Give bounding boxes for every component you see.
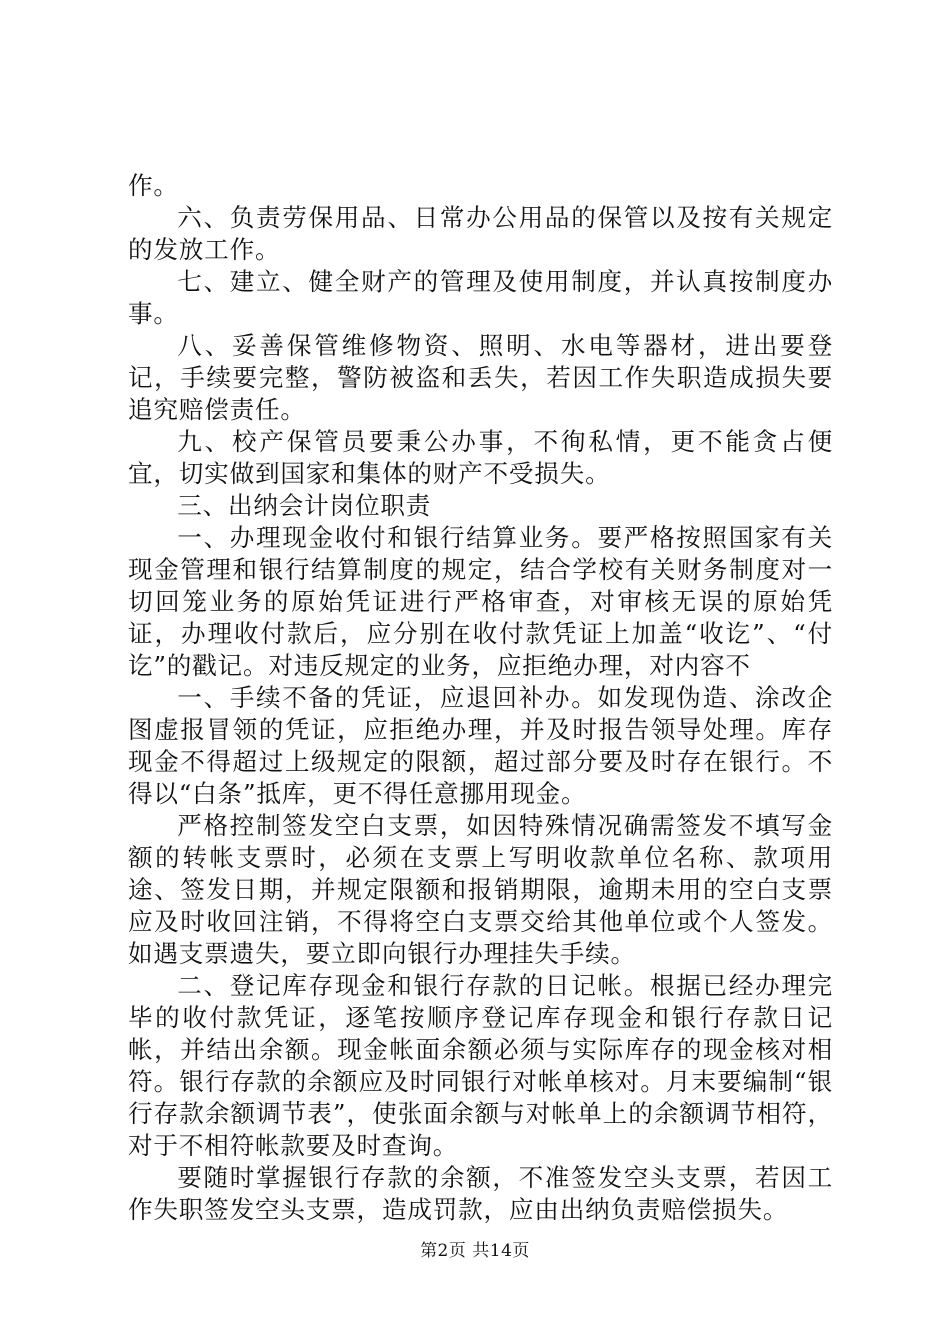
paragraph-item-7: 七、建立、健全财产的管理及使用制度，并认真按制度办事。	[128, 267, 833, 328]
paragraph-bank-balance: 要随时掌握银行存款的余额，不准签发空头支票，若因工作失职签发空头支票，造成罚款，应由出纳负责赔偿损失。	[128, 1163, 833, 1224]
paragraph-cashier-1: 一、办理现金收付和银行结算业务。要严格按照国家有关现金管理和银行结算制度的规定，结合学校有关财务制度对一切回笼业务的原始凭证进行严格审查，对审核无误的原始凭证，办理收付款后，应分别在收付款凭证上加盖“收讫”、“付讫”的戳记。对违反规定的业务，应拒绝办理，对内容不	[128, 523, 833, 680]
paragraph-cashier-1-cont: 一、手续不备的凭证，应退回补办。如发现伪造、涂改企图虚报冒领的凭证，应拒绝办理，并及时报告领导处理。库存现金不得超过上级规定的限额，超过部分要及时存在银行。不得以“白条”抵库，更不得任意挪用现金。	[128, 683, 833, 808]
page-footer: 第2页 共14页	[420, 1241, 530, 1261]
paragraph-item-9: 九、校产保管员要秉公办事，不徇私情，更不能贪占便宜，切实做到国家和集体的财产不受损失。	[128, 427, 833, 488]
document-body	[128, 170, 833, 1226]
paragraph-cashier-2: 二、登记库存现金和银行存款的日记帐。根据已经办理完毕的收付款凭证，逐笔按顺序登记库存现金和银行存款日记帐，并结出余额。现金帐面余额必须与实际库存的现金核对相符。银行存款的余额应及时同银行对帐单核对。月末要编制“银行存款余额调节表”，使张面余额与对帐单上的余额调节相符，对于不相符帐款要及时查询。	[128, 971, 833, 1160]
paragraph-continuation: 作。	[128, 171, 179, 200]
paragraph-blank-cheque: 严格控制签发空白支票，如因特殊情况确需签发不填写金额的转帐支票时，必须在支票上写明收款单位名称、款项用途、签发日期，并规定限额和报销期限，逾期未用的空白支票应及时收回注销，不得将空白支票交给其他单位或个人签发。如遇支票遗失，要立即向银行办理挂失手续。	[128, 811, 833, 968]
section-heading-cashier: 三、出纳会计岗位职责	[177, 491, 432, 520]
paragraph-item-6: 六、负责劳保用品、日常办公用品的保管以及按有关规定的发放工作。	[128, 203, 833, 264]
paragraph-item-8: 八、妥善保管维修物资、照明、水电等器材，进出要登记，手续要完整，警防被盗和丢失，若因工作失职造成损失要追究赔偿责任。	[128, 331, 833, 424]
